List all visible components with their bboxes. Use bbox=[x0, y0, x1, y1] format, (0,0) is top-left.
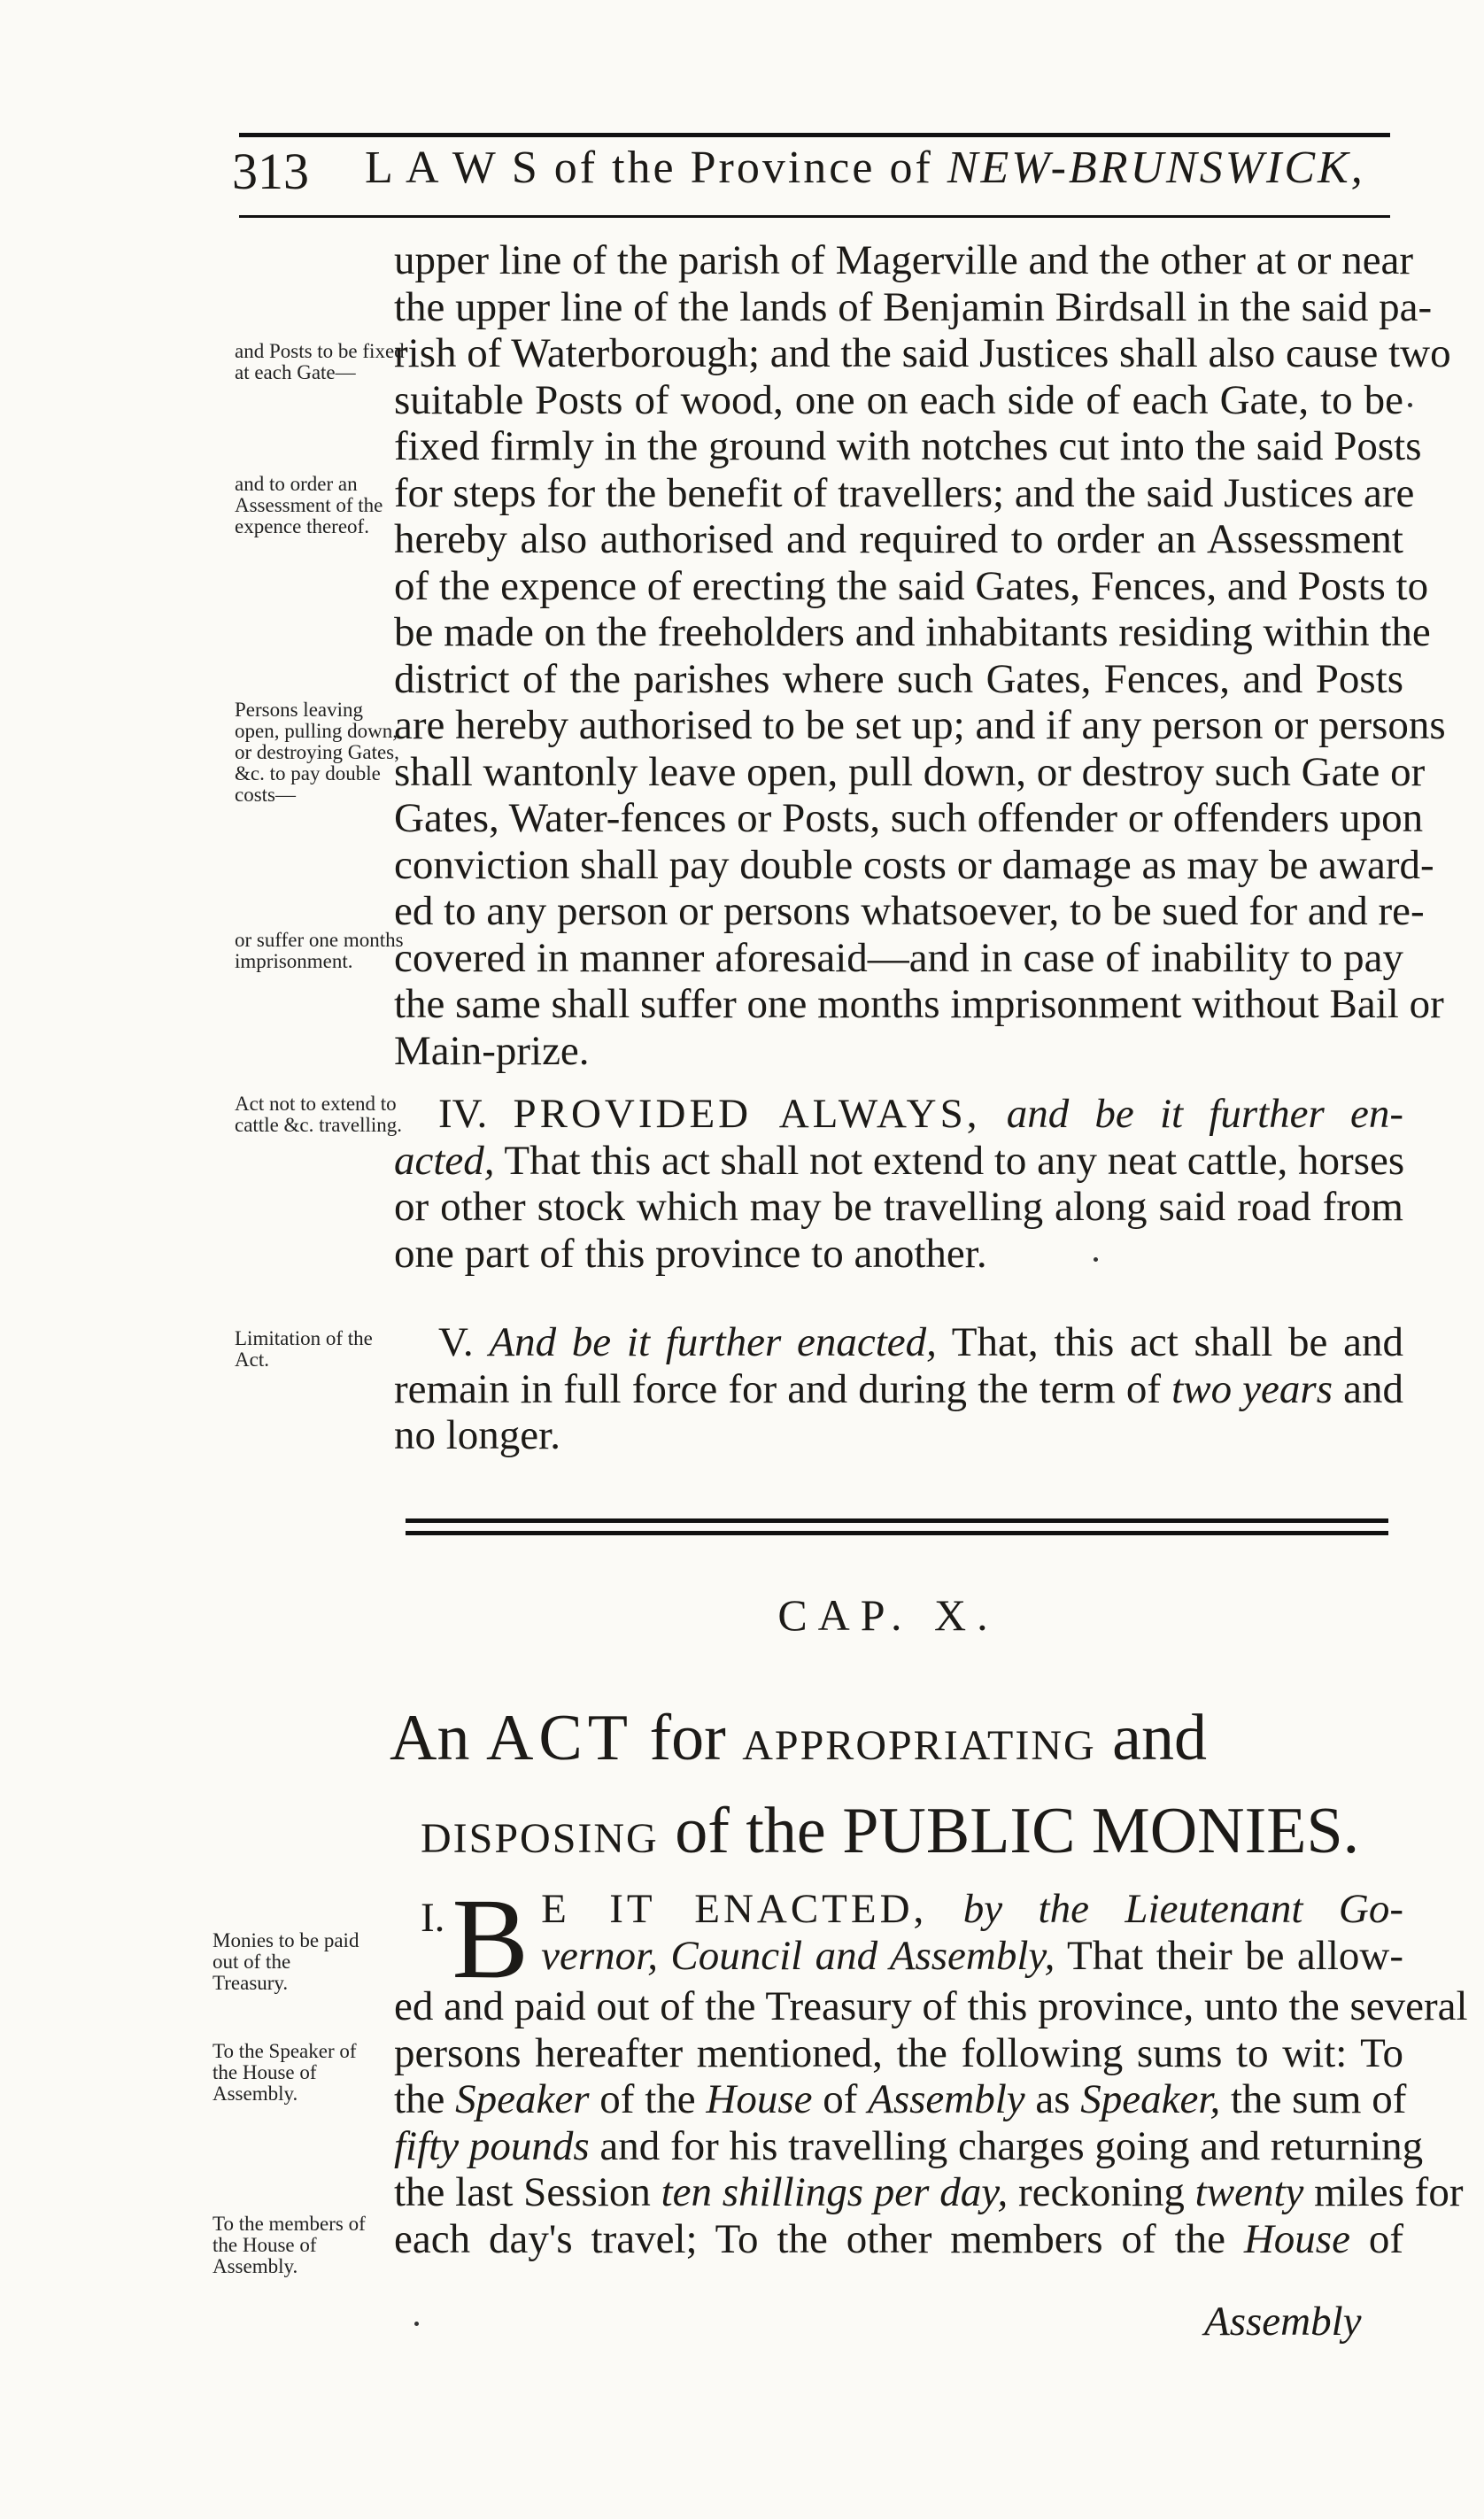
text-line: or other stock which may be travelling along said road from bbox=[394, 1184, 1403, 1230]
text-line: the same shall suffer one months imprisonment without Bail or bbox=[394, 981, 1444, 1027]
text-fragment: That this act shall not extend to any neat cattle, horses bbox=[494, 1137, 1405, 1184]
text-line: are hereby authorised to be set up; and if any person or persons bbox=[394, 702, 1446, 748]
italic-word: twenty bbox=[1194, 2169, 1304, 2215]
text-fragment: miles for bbox=[1303, 2169, 1464, 2215]
text-line: Gates, Water-fences or Posts, such offender or offenders upon bbox=[394, 795, 1424, 841]
running-title-province: NEW-BRUNSWICK, bbox=[947, 143, 1365, 193]
text-line: upper line of the parish of Magerville and the other at or near bbox=[394, 237, 1414, 283]
act-title-line-2 bbox=[390, 1789, 1399, 1882]
text-line: the upper line of the lands of Benjamin Birdsall in the said pa- bbox=[394, 283, 1433, 330]
title-caps-word: DISPOSING bbox=[421, 1815, 659, 1862]
enact-phrase: vernor, Council and Assembly, bbox=[541, 1932, 1055, 1979]
text-line: covered in manner aforesaid—and in case of inability to pay bbox=[394, 934, 1403, 981]
italic-word: Speaker, bbox=[1080, 2076, 1221, 2122]
chapter-separator-rule bbox=[406, 1518, 1388, 1543]
italic-word: Speaker bbox=[455, 2076, 590, 2122]
text-fragment: of the bbox=[589, 2076, 707, 2122]
text-line: shall wantonly leave open, pull down, or destroy such Gate or bbox=[394, 748, 1426, 795]
running-header bbox=[232, 133, 1392, 212]
running-title-prefix: L A W S of the Province of bbox=[365, 143, 947, 193]
section-1-text bbox=[394, 1875, 1468, 2262]
text-fragment: remain in full force for and during the term of bbox=[394, 1365, 1172, 1412]
text-fragment: and for his travelling charges going and returning bbox=[589, 2122, 1424, 2169]
section-numeral: IV. bbox=[438, 1091, 488, 1137]
header-rule-bottom bbox=[239, 215, 1390, 218]
margin-note-speaker: To the Speaker of the House of Assembly. bbox=[213, 2040, 357, 2105]
margin-note-assessment: and to order an Assessment of the expence thereof. bbox=[235, 473, 383, 537]
text-line bbox=[394, 1138, 1403, 1185]
text-fragment: the bbox=[394, 2076, 456, 2122]
text-line bbox=[394, 1933, 1403, 1980]
ink-speck bbox=[414, 2322, 419, 2326]
text-fragment: the last Session bbox=[394, 2169, 661, 2215]
text-line: district of the parishes where such Gates, Fences, and Posts bbox=[394, 655, 1403, 702]
enact-phrase: And be it further enacted, bbox=[489, 1319, 937, 1365]
text-fragment: of bbox=[1349, 2215, 1403, 2262]
text-line: persons hereafter mentioned, the following sums to wit: To bbox=[394, 2029, 1403, 2076]
text-line: ed to any person or persons whatsoever, to be sued for and re- bbox=[394, 888, 1425, 934]
ink-speck bbox=[1408, 403, 1412, 407]
italic-word: House bbox=[706, 2076, 813, 2122]
section-5-text bbox=[394, 1319, 1403, 1459]
title-fragment: An bbox=[390, 1702, 486, 1774]
text-fragment: the sum of bbox=[1220, 2076, 1407, 2122]
enact-phrase: and be it further en- bbox=[1006, 1091, 1404, 1137]
title-act-word: ACT bbox=[485, 1702, 633, 1774]
margin-note-cattle: Act not to extend to cattle &c. travelling. bbox=[235, 1093, 403, 1136]
text-line: suitable Posts of wood, one on each side of each Gate, to be bbox=[394, 376, 1403, 423]
text-line: for steps for the benefit of travellers; and the said Justices are bbox=[394, 469, 1415, 516]
text-fragment: as bbox=[1024, 2076, 1081, 2122]
ink-speck bbox=[1094, 1257, 1098, 1262]
section-4-text bbox=[394, 1091, 1403, 1277]
section-numeral: I. bbox=[421, 1895, 445, 1941]
text-line: ed and paid out of the Treasury of this province, unto the several bbox=[394, 1983, 1468, 2029]
text-line bbox=[394, 1886, 1403, 1933]
title-caps-word: APPROPRIATING bbox=[742, 1722, 1096, 1769]
margin-note-monies: Monies to be paid out of the Treasury. bbox=[213, 1929, 359, 1994]
section-numeral: V. bbox=[438, 1319, 474, 1365]
text-fragment: each day's travel; To the other members of the bbox=[394, 2215, 1244, 2262]
term-phrase: two years bbox=[1171, 1365, 1333, 1412]
act-title bbox=[390, 1696, 1399, 1882]
text-line: conviction shall pay double costs or damage as may be award- bbox=[394, 841, 1434, 888]
enacting-clause: E IT ENACTED, bbox=[541, 1886, 928, 1932]
text-line bbox=[394, 2216, 1403, 2263]
margin-note-posts: and Posts to be fixed at each Gate— bbox=[235, 340, 405, 383]
drop-cap: B bbox=[452, 1875, 529, 2003]
text-line: of the expence of erecting the said Gates, Fences, and Posts to bbox=[394, 562, 1429, 609]
text-line bbox=[394, 2076, 1407, 2123]
rule-line bbox=[406, 1531, 1388, 1535]
section-5-first-line bbox=[394, 1319, 1403, 1366]
italic-word: fifty pounds bbox=[394, 2122, 590, 2169]
text-line bbox=[394, 2169, 1464, 2216]
margin-note-limitation: Limitation of the Act. bbox=[235, 1327, 373, 1371]
title-fragment: and bbox=[1095, 1702, 1208, 1774]
chapter-heading: CAP. X. bbox=[777, 1590, 999, 1640]
text-line: fixed firmly in the ground with notches cut into the said Posts bbox=[394, 423, 1422, 469]
catchword: Assembly bbox=[1204, 2299, 1362, 2345]
act-title-line-1 bbox=[390, 1702, 1207, 1774]
section-1-opening bbox=[394, 1875, 1403, 2003]
text-line: one part of this province to another. bbox=[394, 1230, 987, 1277]
text-line bbox=[394, 2122, 1424, 2170]
margin-note-persons-leaving: Persons leaving open, pulling down, or destroying Gates, &c. to pay double costs— bbox=[235, 699, 399, 806]
section-4-first-line bbox=[394, 1091, 1403, 1138]
enact-phrase-end: acted, bbox=[394, 1137, 495, 1184]
italic-word: Assembly bbox=[868, 2076, 1025, 2122]
title-fragment: of the PUBLIC MONIES. bbox=[658, 1795, 1360, 1867]
running-title bbox=[365, 142, 1365, 194]
italic-word: ten shillings per day, bbox=[661, 2169, 1009, 2215]
italic-word: House bbox=[1243, 2215, 1350, 2262]
text-line: be made on the freeholders and inhabitants residing within the bbox=[394, 609, 1431, 655]
title-fragment: for bbox=[632, 1702, 743, 1774]
margin-note-members: To the members of the House of Assembly. bbox=[213, 2213, 366, 2277]
page-number: 313 bbox=[232, 143, 309, 200]
rule-line bbox=[406, 1518, 1388, 1523]
text-fragment: of bbox=[812, 2076, 869, 2122]
text-line: Main-prize. bbox=[394, 1027, 590, 1074]
proviso-caps: PROVIDED ALWAYS, bbox=[513, 1091, 981, 1137]
text-line bbox=[394, 1366, 1403, 1413]
section-3-text bbox=[394, 237, 1451, 1074]
text-fragment: and bbox=[1333, 1365, 1403, 1412]
text-fragment: reckoning bbox=[1008, 2169, 1195, 2215]
text-line: no longer. bbox=[394, 1412, 560, 1458]
text-fragment: That their be allow- bbox=[1055, 1932, 1403, 1979]
margin-note-imprisonment: or suffer one months imprisonment. bbox=[235, 929, 404, 972]
text-fragment: That, this act shall be and bbox=[936, 1319, 1403, 1365]
text-line: hereby also authorised and required to order an Assessment bbox=[394, 516, 1403, 562]
enact-phrase: by the Lieutenant Go- bbox=[927, 1886, 1403, 1932]
text-line: rish of Waterborough; and the said Justices shall also cause two bbox=[394, 330, 1451, 376]
